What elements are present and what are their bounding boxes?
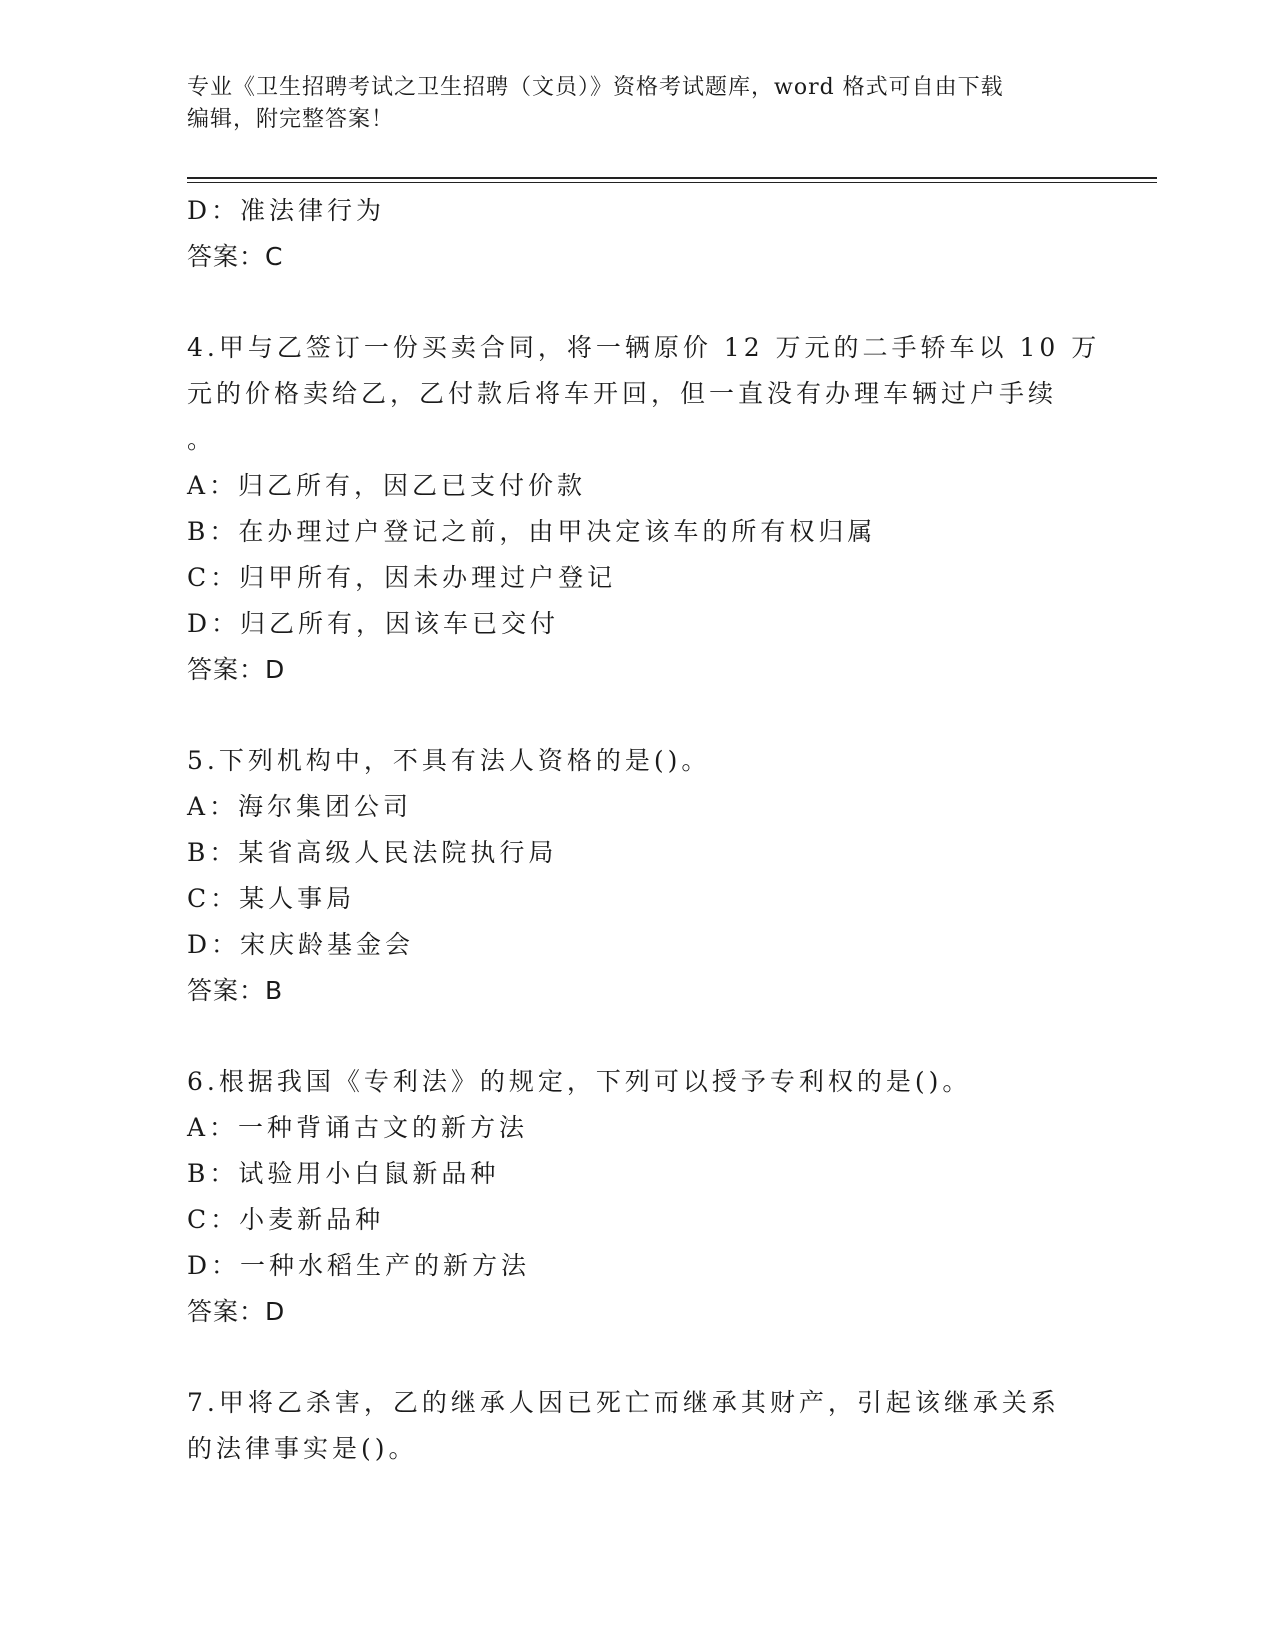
option-c: C：小麦新品种 xyxy=(187,1205,385,1234)
question-4 xyxy=(187,325,1101,693)
spacer xyxy=(187,280,1087,325)
option-d: D：宋庆龄基金会 xyxy=(187,930,415,959)
spacer xyxy=(187,1335,1087,1380)
question-stem: 。 xyxy=(187,425,217,454)
option-c: C：归甲所有，因未办理过户登记 xyxy=(187,563,617,592)
question-5 xyxy=(187,738,1087,1014)
answer: 答案：D xyxy=(187,1297,286,1326)
question-stem: 4.甲与乙签订一份买卖合同，将一辆原价 12 万元的二手轿车以 10 万 xyxy=(187,333,1101,362)
option-d: D：一种水稻生产的新方法 xyxy=(187,1251,531,1280)
option-b: B：某省高级人民法院执行局 xyxy=(187,838,558,867)
option-d: D：归乙所有，因该车已交付 xyxy=(187,609,560,638)
question-stem: 的法律事实是()。 xyxy=(187,1434,418,1463)
question-stem: 7.甲将乙杀害，乙的继承人因已死亡而继承其财产，引起该继承关系 xyxy=(187,1388,1060,1417)
option-c: C：某人事局 xyxy=(187,884,356,913)
option-b: B：在办理过户登记之前，由甲决定该车的所有权归属 xyxy=(187,517,877,546)
answer: 答案：D xyxy=(187,655,286,684)
spacer xyxy=(187,1014,1087,1059)
header-rule-thick xyxy=(187,177,1157,179)
question-7 xyxy=(187,1380,1087,1472)
question-stem: 元的价格卖给乙，乙付款后将车开回，但一直没有办理车辆过户手续 xyxy=(187,379,1058,408)
option-a: A：海尔集团公司 xyxy=(187,792,413,821)
option-b: B：试验用小白鼠新品种 xyxy=(187,1159,500,1188)
option-a: A：归乙所有，因乙已支付价款 xyxy=(187,471,587,500)
page-header xyxy=(187,72,1087,136)
question-3-tail xyxy=(187,188,1087,280)
question-6 xyxy=(187,1059,1087,1335)
header-line-1: 专业《卫生招聘考试之卫生招聘（文员）》资格考试题库，word 格式可自由下载 xyxy=(187,75,1004,100)
header-line-2: 编辑，附完整答案！ xyxy=(187,107,395,132)
question-stem: 5.下列机构中，不具有法人资格的是()。 xyxy=(187,746,711,775)
answer: 答案：B xyxy=(187,976,284,1005)
spacer xyxy=(187,693,1087,738)
header-rule-thin xyxy=(187,182,1157,183)
option-a: A：一种背诵古文的新方法 xyxy=(187,1113,529,1142)
question-stem: 6.根据我国《专利法》的规定，下列可以授予专利权的是()。 xyxy=(187,1067,972,1096)
option-d: D：准法律行为 xyxy=(187,196,386,225)
answer: 答案：C xyxy=(187,242,284,271)
question-list xyxy=(187,188,1101,1472)
